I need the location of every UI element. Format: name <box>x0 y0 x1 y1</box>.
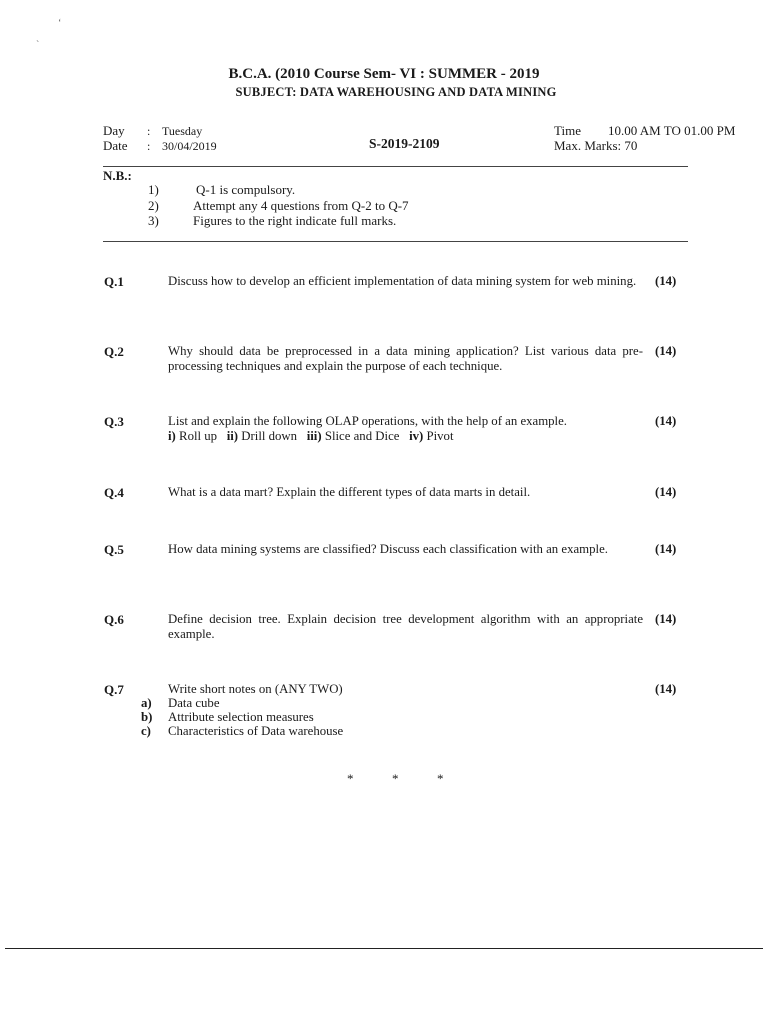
subitem-text: Attribute selection measures <box>168 710 314 724</box>
date-label: Date <box>103 138 128 153</box>
option-label: iv) <box>409 429 424 443</box>
option-label: ii) <box>226 429 239 443</box>
exam-subject: SUBJECT: DATA WAREHOUSING AND DATA MINING <box>235 85 557 99</box>
question-number: Q.6 <box>104 612 124 627</box>
page-bottom-rule <box>5 948 763 949</box>
question-number: Q.7 <box>104 682 124 697</box>
question-number: Q.5 <box>104 542 124 557</box>
option-label: iii) <box>306 429 322 443</box>
option-text: Slice and Dice <box>324 429 400 443</box>
question-marks: (14) <box>655 344 677 358</box>
day-colon: : <box>147 124 151 138</box>
question-number: Q.4 <box>104 485 124 500</box>
time-value: 10.00 AM TO 01.00 PM <box>608 123 736 138</box>
question-text: List and explain the following OLAP operations, with the help of an example. <box>168 414 567 428</box>
question-text: Discuss how to develop an efficient implementation of data mining system for web mining. <box>168 274 637 288</box>
subitem-label: b) <box>141 710 153 724</box>
max-marks: Max. Marks: 70 <box>554 138 638 153</box>
option-text: Pivot <box>426 429 454 443</box>
subitem-label: c) <box>141 724 151 738</box>
time-label: Time <box>554 123 581 138</box>
question-text: Define decision tree. Explain decision tree development algorithm with an appropriate example. <box>168 612 643 641</box>
nb-label: N.B.: <box>103 168 132 183</box>
question-text: Why should data be preprocessed in a data mining application? List various data pre-processing techniques and explain the purpose of each technique. <box>168 344 643 373</box>
exam-title: B.C.A. (2010 Course Sem- VI : SUMMER - 2019 <box>228 66 540 82</box>
scan-mark: ` <box>36 40 40 51</box>
option-text: Roll up <box>179 429 218 443</box>
end-star: * <box>347 771 354 786</box>
scan-mark: ‘ <box>58 18 62 29</box>
question-text: Write short notes on (ANY TWO) <box>168 682 343 696</box>
nb-item-text: Attempt any 4 questions from Q-2 to Q-7 <box>193 198 409 213</box>
nb-item-number: 2) <box>148 198 159 213</box>
question-marks: (14) <box>655 682 677 696</box>
nb-item-number: 1) <box>148 182 159 197</box>
subitem-label: a) <box>141 696 152 710</box>
nb-item-text: Figures to the right indicate full marks. <box>193 213 397 228</box>
question-number: Q.1 <box>104 274 124 289</box>
question-text: What is a data mart? Explain the different types of data marts in detail. <box>168 485 531 499</box>
question-marks: (14) <box>655 612 677 626</box>
option-text: Drill down <box>241 429 298 443</box>
question-marks: (14) <box>655 485 677 499</box>
subitem-text: Characteristics of Data warehouse <box>168 724 344 738</box>
end-star: * <box>437 771 444 786</box>
olap-options <box>168 429 454 444</box>
question-marks: (14) <box>655 542 677 556</box>
paper-code: S-2019-2109 <box>369 136 440 151</box>
option-label: i) <box>168 429 176 443</box>
question-marks: (14) <box>655 414 677 428</box>
divider-top <box>103 166 688 167</box>
divider-bottom <box>103 241 688 242</box>
date-value: 30/04/2019 <box>162 139 217 153</box>
question-number: Q.2 <box>104 344 124 359</box>
nb-item-text: Q-1 is compulsory. <box>196 182 296 197</box>
date-colon: : <box>147 139 151 153</box>
question-text: How data mining systems are classified? Discuss each classification with an example. <box>168 542 608 556</box>
end-star: * <box>392 771 399 786</box>
day-value: Tuesday <box>162 124 203 138</box>
nb-item-number: 3) <box>148 213 159 228</box>
question-marks: (14) <box>655 274 677 288</box>
day-label: Day <box>103 123 125 138</box>
question-number: Q.3 <box>104 414 124 429</box>
subitem-text: Data cube <box>168 696 220 710</box>
